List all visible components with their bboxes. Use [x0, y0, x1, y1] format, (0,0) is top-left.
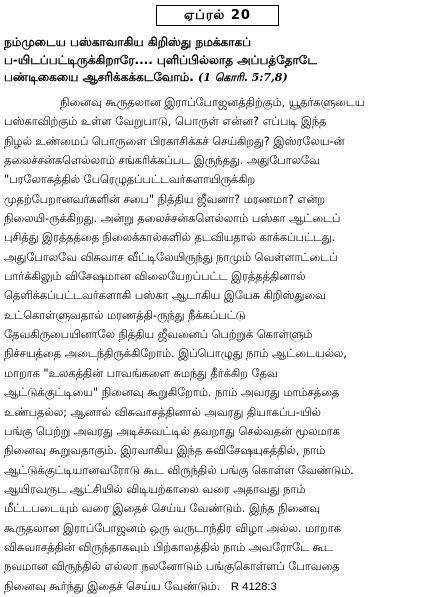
- date-text: ஏப்ரல் 20: [184, 7, 251, 23]
- body-line: ஆட்டுக்குட்டியை" நினைவு கூறுகிறோம். நாம் அவரது மாம்சத்தை: [4, 386, 340, 400]
- body-line: நிழல் உண்மைப் பொருளை பிரகாசிக்கச் செய்கிறது? இஸ்ரலேய-ன்: [4, 134, 345, 148]
- verse-line: ப-யிடப்பட்டிருக்கிறாரே.... புளிப்பில்லாத அப்பத்தோடே: [4, 52, 317, 67]
- body-line: கூருதலான இராப்போஜனம் ஒரு வருடாந்திர விழா அல்ல. மாறாக: [4, 521, 341, 535]
- scripture-verse: [4, 34, 430, 87]
- body-line: நவமான விருந்தில் எல்லா நலனோடும் பங்குகொள்ளப் போவதை: [4, 560, 340, 574]
- verse-line: நம்முடைய பஸ்காவாகிய கிறிஸ்து நமக்காகப்: [4, 35, 252, 49]
- body-line: தேவகிருபையினாலே நித்திய ஜீவனைப் பெற்றுக் கொள்ளும்: [4, 328, 313, 342]
- body-line: "பரலோகத்தில் பேரெழுதப்பட்டவர்களாயிருக்கிற: [4, 173, 256, 187]
- body-line: அதுபோலவே விசுவாச வீட்டிலேயிருந்து நாமும் வெள்ளாட்டைப்: [4, 250, 338, 264]
- body-line: ஆட்டுக்குட்டியானவரோடு கூட விருந்தில் பங்கு கொள்ள வேண்டும்.: [4, 463, 354, 477]
- source-reference: R 4128:3: [230, 580, 277, 593]
- body-line: மாறாக "உலகத்தின் பாவங்களை சுமந்து தீர்க்கிற தேவ: [4, 366, 278, 380]
- body-line: தெளிக்கப்பட்டவர்களாகி பஸ்கா ஆடாகிய இயேசு கிறிஸ்துவை: [4, 289, 326, 303]
- date-heading: [156, 5, 279, 26]
- devotional-body: [4, 93, 430, 597]
- body-line-text: நினைவு கூர்ந்து இதைச் செய்ய வேண்டும்.: [4, 579, 221, 593]
- body-line: விசுவாசத்தின் விருந்தாகவும் பிற்காலத்தில் நாம் அவரோடே கூட: [4, 540, 333, 554]
- verse-line: [4, 69, 430, 87]
- body-line: பங்கு பெற்று அவரது அடிச்சுவட்டில் தவறாது செல்வதன் மூலமாக: [4, 424, 340, 438]
- body-line: புசித்து இரத்தத்தை நிலைக்கால்களில் தடவியதால் காக்கப்பட்டது.: [4, 231, 336, 245]
- body-line: முதற்பேறானவர்களின் சபை" நித்திய ஜீவனா? மரணமா? என்ற: [4, 192, 325, 206]
- body-line: பஸ்காவிற்கும் உள்ள வேறுபாடு, பொருள் என்ன? எப்படி இந்த: [4, 115, 327, 129]
- body-line: உண்பதல்ல; ஆனால் விசுவாசத்தினால் அவரது தியாகப்ப-யில்: [4, 405, 321, 419]
- verse-reference: (1 கொரி. 5:7,8): [198, 71, 288, 84]
- body-line: நினைவு கூருதலான இராப்போஜனத்திற்கும், யூதர்களுடைய: [60, 96, 365, 109]
- body-line: மீட்டபடையும் வரை இதைச் செய்ய வேண்டும். இந்த நினைவு: [4, 502, 320, 516]
- body-line: நிலையி-ருக்கிறது. அன்று தலைச்சன்களெல்லாம் பஸ்கா ஆட்டைப்: [4, 212, 341, 226]
- body-line: [4, 577, 430, 597]
- body-line: நினைவு கூறுவதாகும். இரவாகிய இந்த சுவிசேஷயுகத்தில், நாம்: [4, 444, 326, 458]
- body-line: தலைச்சன்களெல்லாம் சங்கரிக்கப்பட இருந்தது. அதுபோலவே: [4, 154, 320, 168]
- body-line: ஆயிரவருட ஆட்சியில் விடியற்காலை வரை அதாவது நாம்: [4, 482, 306, 496]
- body-line: நிச்சயத்தை அடைந்திருக்கிறோம். இப்பொழுது நாம் ஆட்டையல்ல,: [4, 347, 347, 361]
- verse-line-text: பண்டிகையை ஆசரிக்கக்கடவோம்.: [4, 70, 194, 84]
- body-line: பார்க்கிலும் விசேஷமான விலையேறப்பட்ட இரத்தத்தினால்: [4, 270, 306, 284]
- body-line: உட்கொள்ளுவதால் மரணத்தி-ருந்து நீக்கப்பட்டு: [4, 308, 246, 322]
